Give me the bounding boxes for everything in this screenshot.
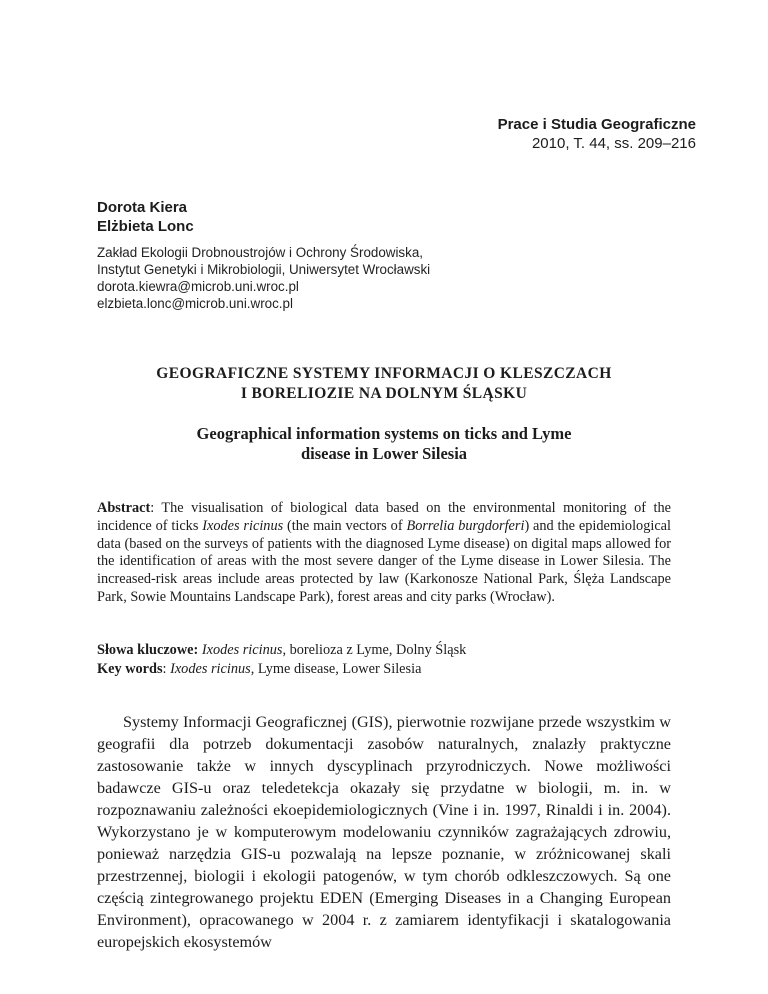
journal-name: Prace i Studia Geograficzne <box>497 116 696 133</box>
author-name: Elżbieta Lonc <box>97 218 194 235</box>
keywords <box>97 641 671 679</box>
keyword-text: , borelioza z Lyme, Dolny Śląsk <box>282 642 467 658</box>
abstract-label: Abstract <box>97 500 151 516</box>
journal-reference: 2010, T. 44, ss. 209–216 <box>531 135 696 152</box>
body-paragraph: Systemy Informacji Geograficznej (GIS), pierwotnie rozwijane przede wszystkim w geografii dla potrzeb dokumentacji zasobów naturalnych, znalazły praktyczne zastosowanie także w innych dyscyplinach przyrodniczych. Nowe możliwości badawcze GIS-u oraz teledetekcja okazały się przydatne w biologii, m. in. w rozpoznawaniu zależności ekoepidemiologicznych (Vine i in. 1997, Rinaldi i in. 2004). Wykorzystano je w komputerowym modelowaniu czynników zagrażających zdrowiu, ponieważ narzędzia GIS-u pozwalają na lepsze poznanie, w zróżnicowanej skali przestrzennej, biologii i ekologii patogenów, w tym chorób odkleszczowych. Są one częścią zintegrowanego projektu EDEN (Emerging Diseases in a Changing European Environment), opracowanego w 2004 r. z zamiarem identyfikacji i skatalogowania europejskich ekosystemów <box>97 713 671 951</box>
abstract <box>97 500 671 607</box>
title-polish <box>97 364 671 404</box>
author-email: elzbieta.lonc@microb.uni.wroc.pl <box>97 296 293 311</box>
title-line: I BORELIOZIE NA DOLNYM ŚLĄSKU <box>240 385 528 402</box>
title-line: Geographical information systems on ticks and Lyme <box>196 424 572 443</box>
journal-header <box>498 115 696 153</box>
affiliation-line: Zakład Ekologii Drobnoustrojów i Ochrony Środowiska, <box>97 245 423 260</box>
abstract-text: ) and the epidemiological data (based on the surveys of patients with the diagnosed Lyme disease) on digital maps allowed for the identification of areas with the most severe danger of the Lyme disease in Lower Silesia. The increased-risk areas include areas protected by law (Karkonosze National Park, Ślęża Landscape Park, Sowie Mountains Landscape Park), forest areas and city parks (Wrocław). <box>97 517 671 605</box>
title-english <box>160 424 608 464</box>
author-block <box>97 198 697 312</box>
species-name: Ixodes ricinus <box>202 517 284 534</box>
title-line: GEOGRAFICZNE SYSTEMY INFORMACJI O KLESZCZACH <box>156 365 612 382</box>
author-name: Dorota Kiera <box>97 199 188 216</box>
keyword-italic: Ixodes ricinus <box>170 661 251 677</box>
affiliation-line: Instytut Genetyki i Mikrobiologii, Uniwersytet Wrocławski <box>97 262 431 277</box>
keywords-english <box>97 660 671 679</box>
species-name: Borrelia burgdorferi <box>406 517 525 534</box>
abstract-text: : The visualisation of biological data based on the environmental monitoring of the incidence of ticks <box>97 500 671 534</box>
keywords-label: Słowa kluczowe: <box>97 642 199 658</box>
keyword-colon: : <box>162 661 171 677</box>
affiliation <box>97 244 697 312</box>
keywords-label: Key words <box>97 661 163 677</box>
keyword-italic: Ixodes ricinus <box>201 642 283 658</box>
author-email: dorota.kiewra@microb.uni.wroc.pl <box>97 279 299 294</box>
title-line: disease in Lower Silesia <box>300 444 468 463</box>
keywords-polish <box>97 641 671 660</box>
keyword-text: , Lyme disease, Lower Silesia <box>250 661 422 677</box>
abstract-text: (the main vectors of <box>283 517 407 534</box>
